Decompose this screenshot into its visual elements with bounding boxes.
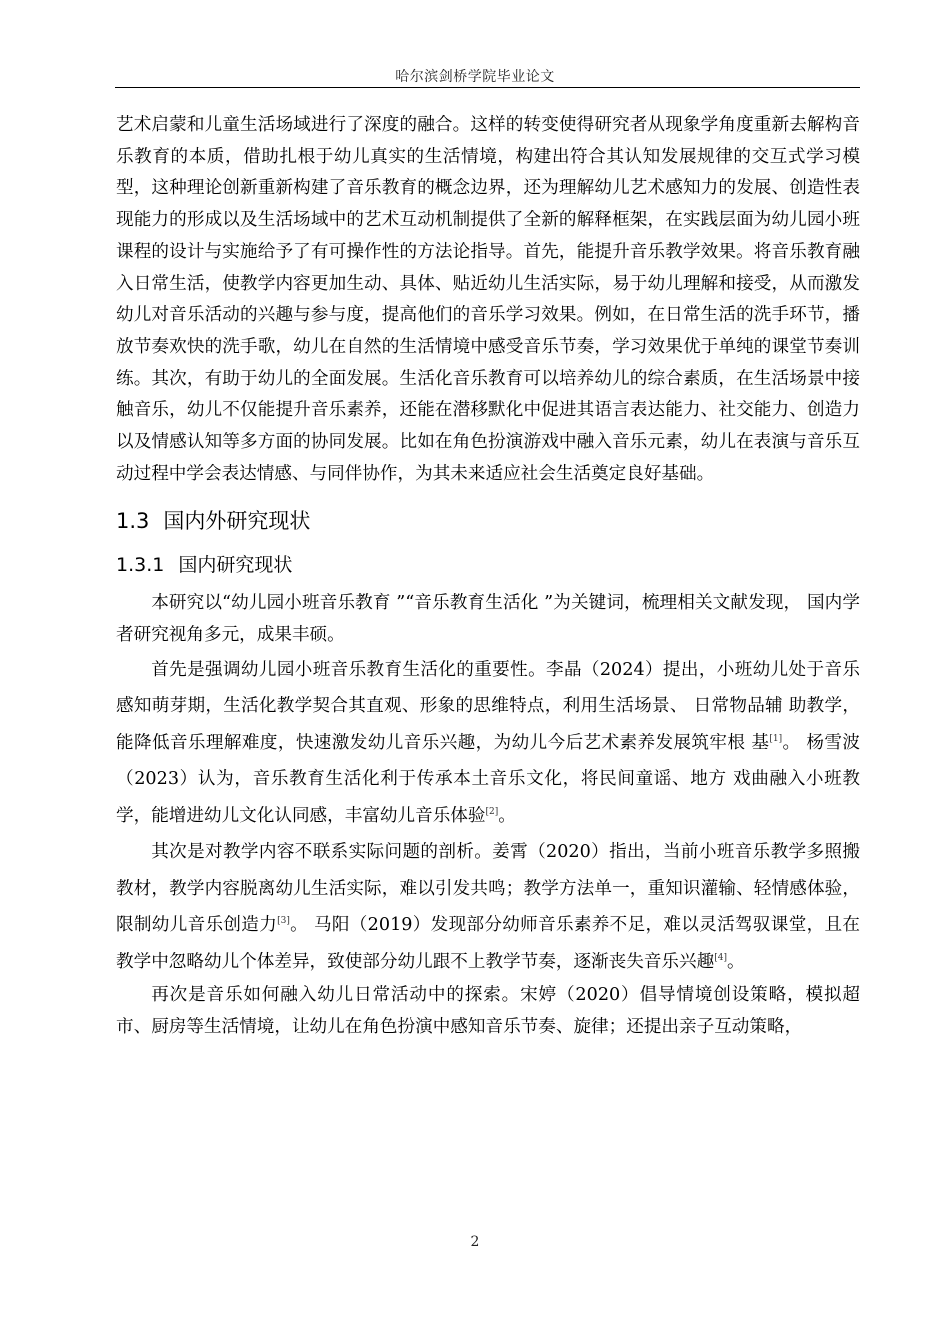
section-title: 国内外研究现状 [163, 509, 311, 534]
paragraph-4-text-c: 。 [726, 951, 745, 972]
body-paragraph-3 [116, 652, 860, 835]
document-body [116, 110, 860, 1044]
section-number: 1.3 [116, 509, 150, 534]
subsection-title: 国内研究现状 [178, 554, 293, 577]
page-number: 2 [470, 1234, 480, 1250]
paragraph-3-text-a: 首先是强调幼儿园小班音乐教育生活化的重要性。李晶（2024）提出，小班幼儿处于音乐感知萌芽期，生活化教学契合其直观、形象的思维特点，利用生活场景、 日常物品辅 助教学，能降低音乐理解难度，快速激发幼儿音乐兴趣，为幼儿今后艺术素养发展筑牢根 基 [116, 659, 860, 753]
body-paragraph-5: 再次是音乐如何融入幼儿日常活动中的探索。宋婷（2020）倡导情境创设策略，模拟超市、厨房等生活情境，让幼儿在角色扮演中感知音乐节奏、旋律；还提出亲子互动策略， [116, 985, 860, 1038]
header-divider [115, 87, 860, 88]
section-heading-1-3 [116, 500, 860, 542]
paragraph-4-text-a: 其次是对教学内容不联系实际问题的剖析。姜霄（2020）指出，当前小班音乐教学多照搬教材，教学内容脱离幼儿生活实际，难以引发共鸣；教学方法单一，重知识灌输、轻情感体验，限制幼儿音乐创造力 [116, 842, 860, 936]
citation-3: [3] [277, 916, 290, 927]
body-paragraph-2: 本研究以“幼儿园小班音乐教育 ”“音乐教育生活化 ”为关键词，梳理相关文献发现， 国内学者研究视角多元，成果丰硕。 [116, 593, 860, 646]
page-header: 哈尔滨剑桥学院毕业论文 [395, 69, 555, 85]
citation-1: [1] [769, 733, 783, 744]
paragraph-3-text-b: 。 杨雪波（2023）认为，音乐教育生活化利于传承本土音乐文化，将民间童谣、地方 戏曲融入小班教学，能增进幼儿文化认同感，丰富幼儿音乐体验 [116, 732, 860, 826]
subsection-heading-1-3-1 [116, 542, 860, 588]
body-paragraph-1: 艺术启蒙和儿童生活场域进行了深度的融合。这样的转变使得研究者从现象学角度重新去解构音乐教育的本质，借助扎根于幼儿真实的生活情境，构建出符合其认知发展规律的交互式学习模型，这种理论创新重新构建了音乐教育的概念边界，还为理解幼儿艺术感知力的发展、创造性表现能力的形成以及生活场域中的艺术互动机制提供了全新的解释框架，在实践层面为幼儿园小班课程的设计与实施给予了有可操作性的方法论指导。首先，能提升音乐教学效果。将音乐教育融入日常生活，使教学内容更加生动、具体、贴近幼儿生活实际，易于幼儿理解和接受，从而激发幼儿对音乐活动的兴趣与参与度，提高他们的音乐学习效果。例如，在日常生活的洗手环节，播放节奏欢快的洗手歌，幼儿在自然的生活情境中感受音乐节奏，学习效果优于单纯的课堂节奏训练。其次，有助于幼儿的全面发展。生活化音乐教育可以培养幼儿的综合素质，在生活场景中接触音乐，幼儿不仅能提升音乐素养，还能在潜移默化中促进其语言表达能力、社交能力、创造力以及情感认知等多方面的协同发展。比如在角色扮演游戏中融入音乐元素，幼儿在表演与音乐互动过程中学会表达情感、与同伴协作，为其未来适应社会生活奠定良好基础。 [116, 115, 860, 484]
body-paragraph-4 [116, 834, 860, 980]
citation-4: [4] [714, 952, 727, 963]
subsection-number: 1.3.1 [116, 554, 165, 577]
citation-2: [2] [485, 806, 499, 817]
paragraph-3-text-c: 。 [498, 805, 516, 826]
paragraph-4-text-b: 。 马阳（2019）发现部分幼师音乐素养不足，难以灵活驾驭课堂，且在教学中忽略幼儿个体差异，致使部分幼儿跟不上教学节奏，逐渐丧失音乐兴趣 [116, 915, 860, 972]
